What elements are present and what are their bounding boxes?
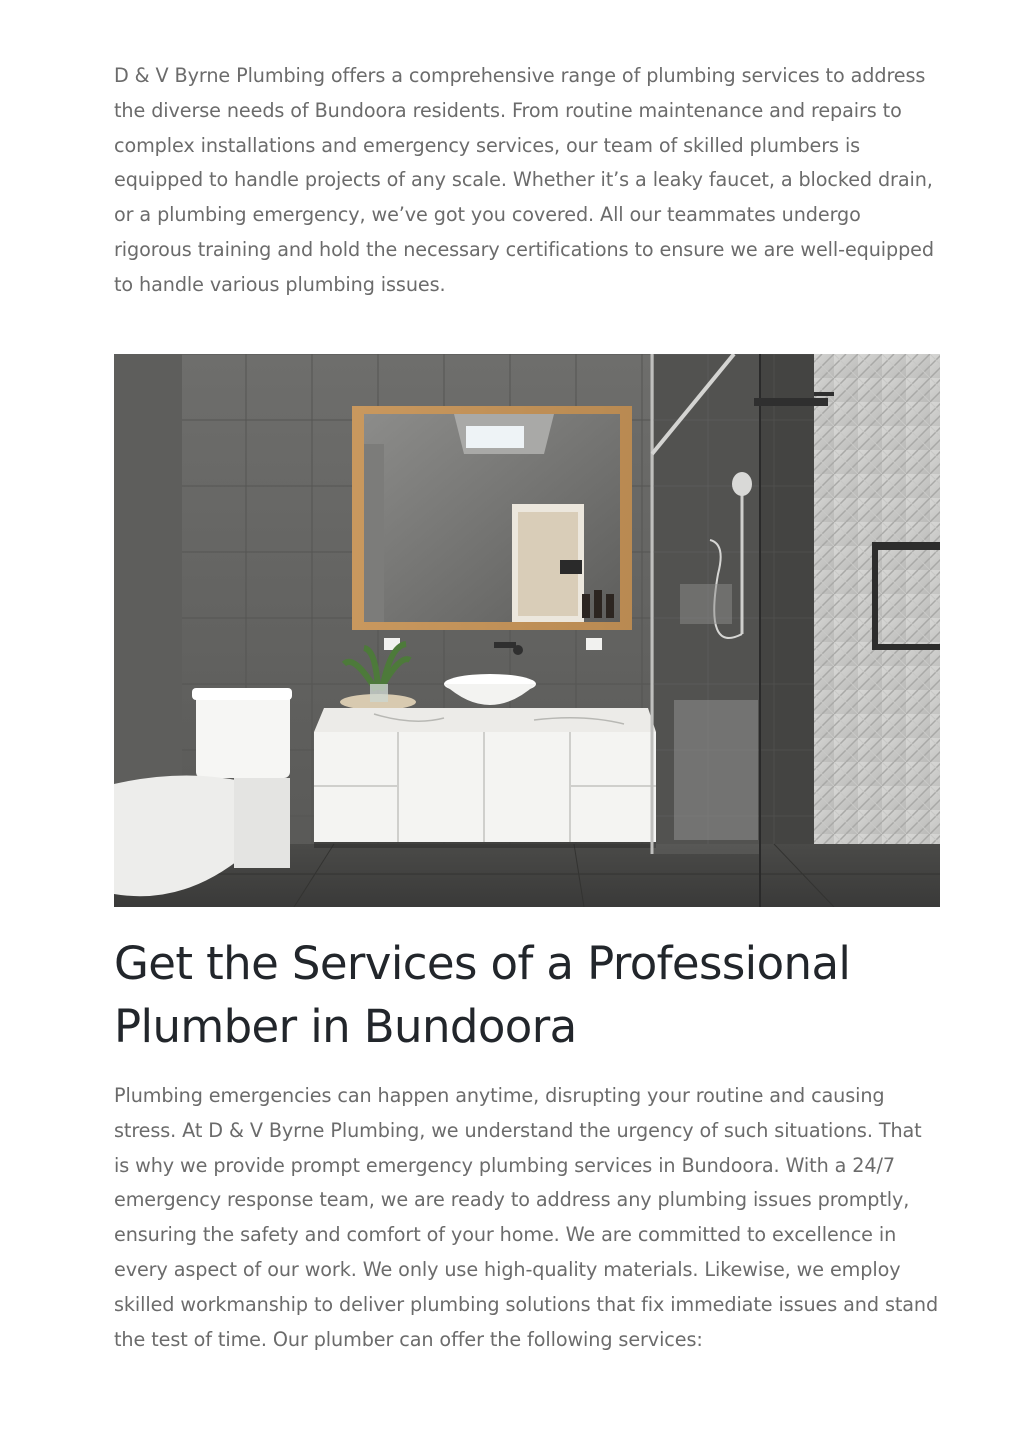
section-paragraph: Plumbing emergencies can happen anytime, disrupting your routine and causing stress. At D & V Byrne Plumbing, we understand the urgency of such situations. That is why we provide prompt emergency plumbing services in Bundoora. With a 24/7 emergency response team, we are ready to address any plumbing issues promptly, ensuring the safety and comfort of your home. We are committed to excellence in every aspect of our work. We only use high-quality materials. Likewise, we employ skilled workmanship to deliver plumbing solutions that fix immediate issues and stand the test of time. Our plumber can offer the following services:: [114, 1084, 939, 1351]
section-heading: Get the Services of a Professional Plumber in Bundoora: [114, 937, 851, 1053]
bathroom-illustration: [114, 354, 940, 907]
bathroom-photo: [114, 354, 940, 907]
intro-paragraph: D & V Byrne Plumbing offers a comprehensive range of plumbing services to address the diverse needs of Bundoora residents. From routine maintenance and repairs to complex installations and emergency services, our team of skilled plumbers is equipped to handle projects of any scale. Whether it’s a leaky faucet, a blocked drain, or a plumbing emergency, we’ve got you covered. All our teammates undergo rigorous training and hold the necessary certifications to ensure we are well-equipped to handle various plumbing issues.: [114, 64, 934, 296]
